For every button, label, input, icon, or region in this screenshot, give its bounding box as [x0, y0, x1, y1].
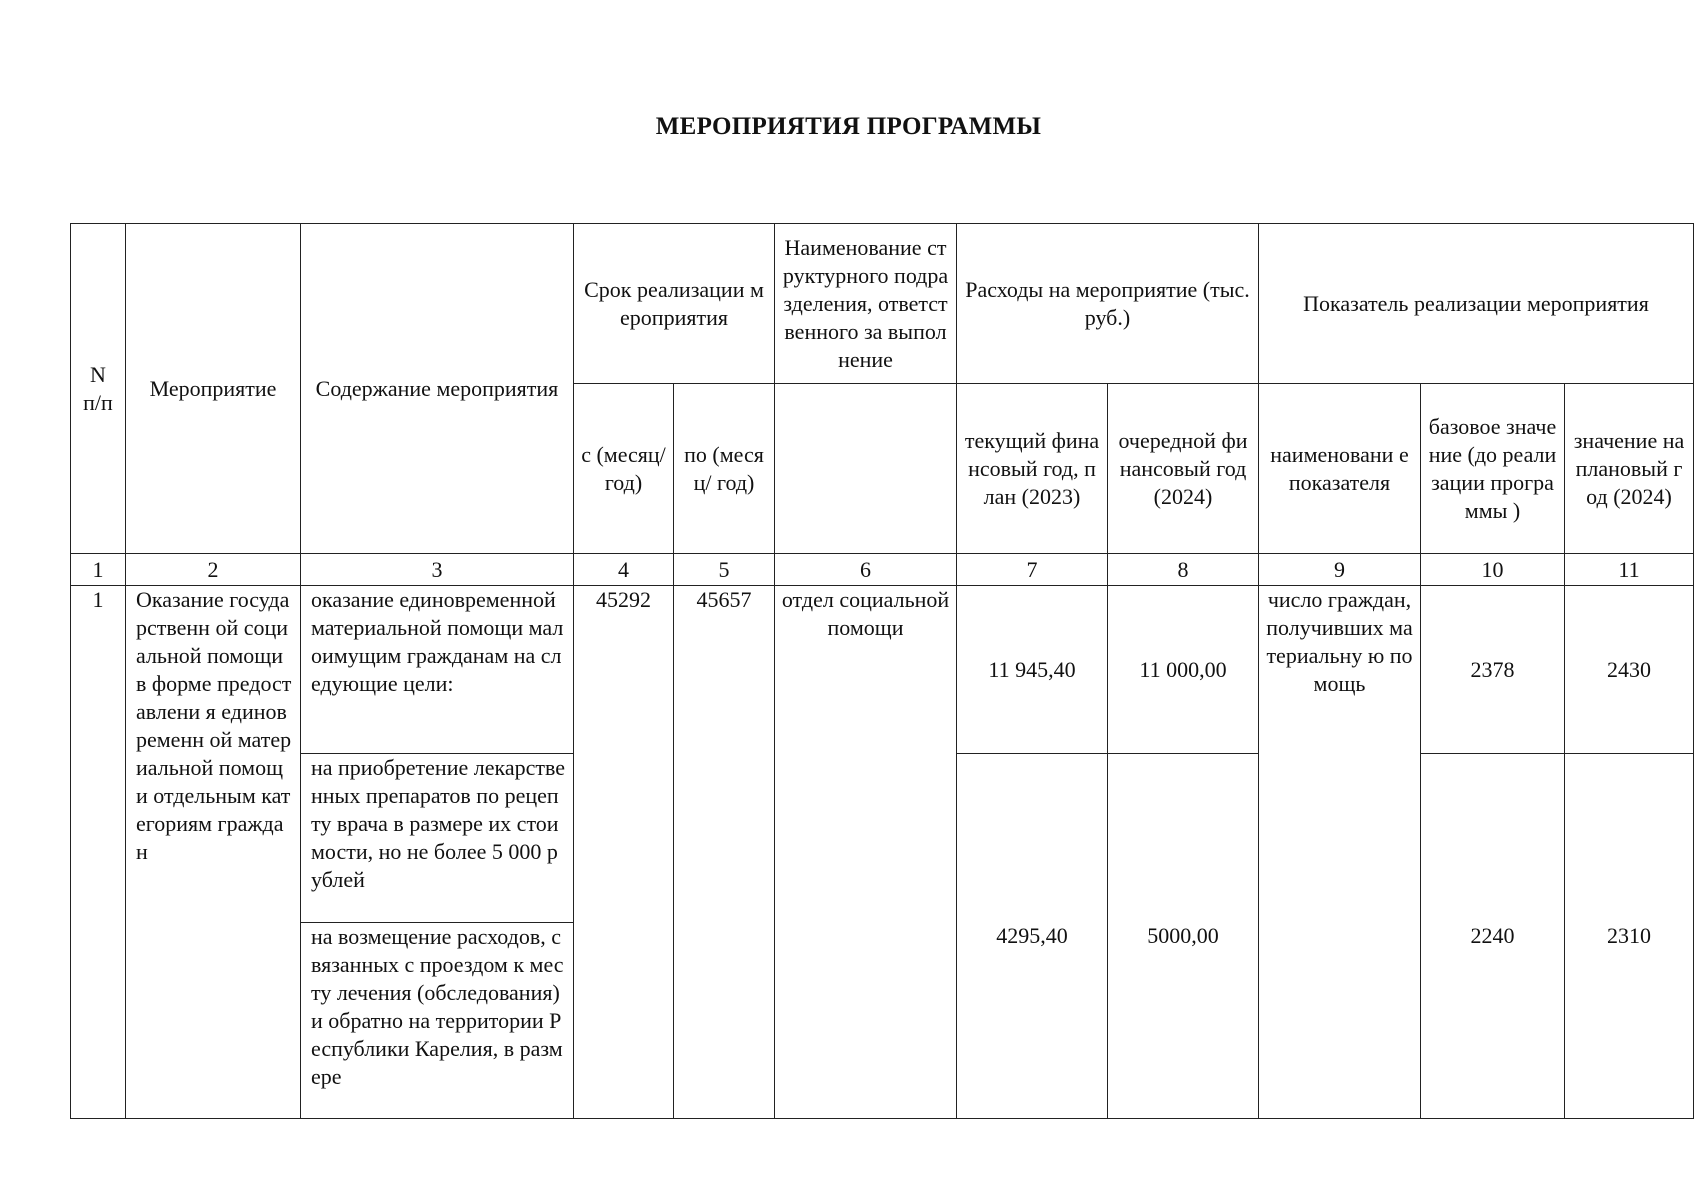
expense-current-1: 11 945,40 — [957, 586, 1108, 754]
header-unit-empty — [775, 384, 957, 554]
header-to: по (месяц/ год) — [674, 384, 775, 554]
column-number: 2 — [126, 554, 301, 586]
header-unit: Наименование структурного подразделения, ответственного за выполнение — [775, 224, 957, 384]
header-event: Мероприятие — [126, 224, 301, 554]
header-indicator: Показатель реализации мероприятия — [1259, 224, 1694, 384]
base-value-1: 2378 — [1421, 586, 1565, 754]
column-number: 3 — [301, 554, 574, 586]
column-number: 9 — [1259, 554, 1421, 586]
expense-current-2: 4295,40 — [957, 754, 1108, 1119]
column-number: 5 — [674, 554, 775, 586]
date-to: 45657 — [674, 586, 775, 1119]
column-number: 4 — [574, 554, 674, 586]
column-number: 6 — [775, 554, 957, 586]
header-expenses: Расходы на мероприятие (тыс. руб.) — [957, 224, 1259, 384]
date-from: 45292 — [574, 586, 674, 1119]
content-general: оказание единовременной материальной помощи малоимущим гражданам на следующие цели: — [301, 586, 574, 754]
expense-next-1: 11 000,00 — [1108, 586, 1259, 754]
plan-value-2: 2310 — [1565, 754, 1694, 1119]
header-n: N п/п — [71, 224, 126, 554]
plan-value-1: 2430 — [1565, 586, 1694, 754]
column-number: 10 — [1421, 554, 1565, 586]
row-number: 1 — [71, 586, 126, 1119]
header-from: с (месяц/ год) — [574, 384, 674, 554]
header-plan-value: значение на плановый год (2024) — [1565, 384, 1694, 554]
base-value-2: 2240 — [1421, 754, 1565, 1119]
header-next-year: очередной финансовый год (2024) — [1108, 384, 1259, 554]
program-events-table — [70, 223, 1694, 1119]
content-medicines: на приобретение лекарственных препаратов по рецепту врача в размере их стоимости, но не более 5 000 рублей — [301, 754, 574, 923]
page-title: МЕРОПРИЯТИЯ ПРОГРАММЫ — [655, 113, 1042, 140]
header-period: Срок реализации мероприятия — [574, 224, 775, 384]
header-current-year: текущий финансовый год, план (2023) — [957, 384, 1108, 554]
header-base-value: базовое значение (до реализации программы ) — [1421, 384, 1565, 554]
column-number: 11 — [1565, 554, 1694, 586]
expense-next-2: 5000,00 — [1108, 754, 1259, 1119]
event-name: Оказание государственн ой социальной помощи в форме предоставлени я единовременн ой материальной помощи отдельным категориям граждан — [126, 586, 301, 1119]
responsible-unit: отдел социальной помощи — [775, 586, 957, 1119]
content-travel: на возмещение расходов, связанных с проездом к месту лечения (обследования) и обратно на территории Республики Карелия, в размере — [301, 923, 574, 1119]
indicator-name: число граждан, получивших материальну ю помощь — [1259, 586, 1421, 1119]
column-number: 7 — [957, 554, 1108, 586]
header-indicator-name: наименовани е показателя — [1259, 384, 1421, 554]
header-content: Содержание мероприятия — [301, 224, 574, 554]
column-number: 1 — [71, 554, 126, 586]
column-number: 8 — [1108, 554, 1259, 586]
